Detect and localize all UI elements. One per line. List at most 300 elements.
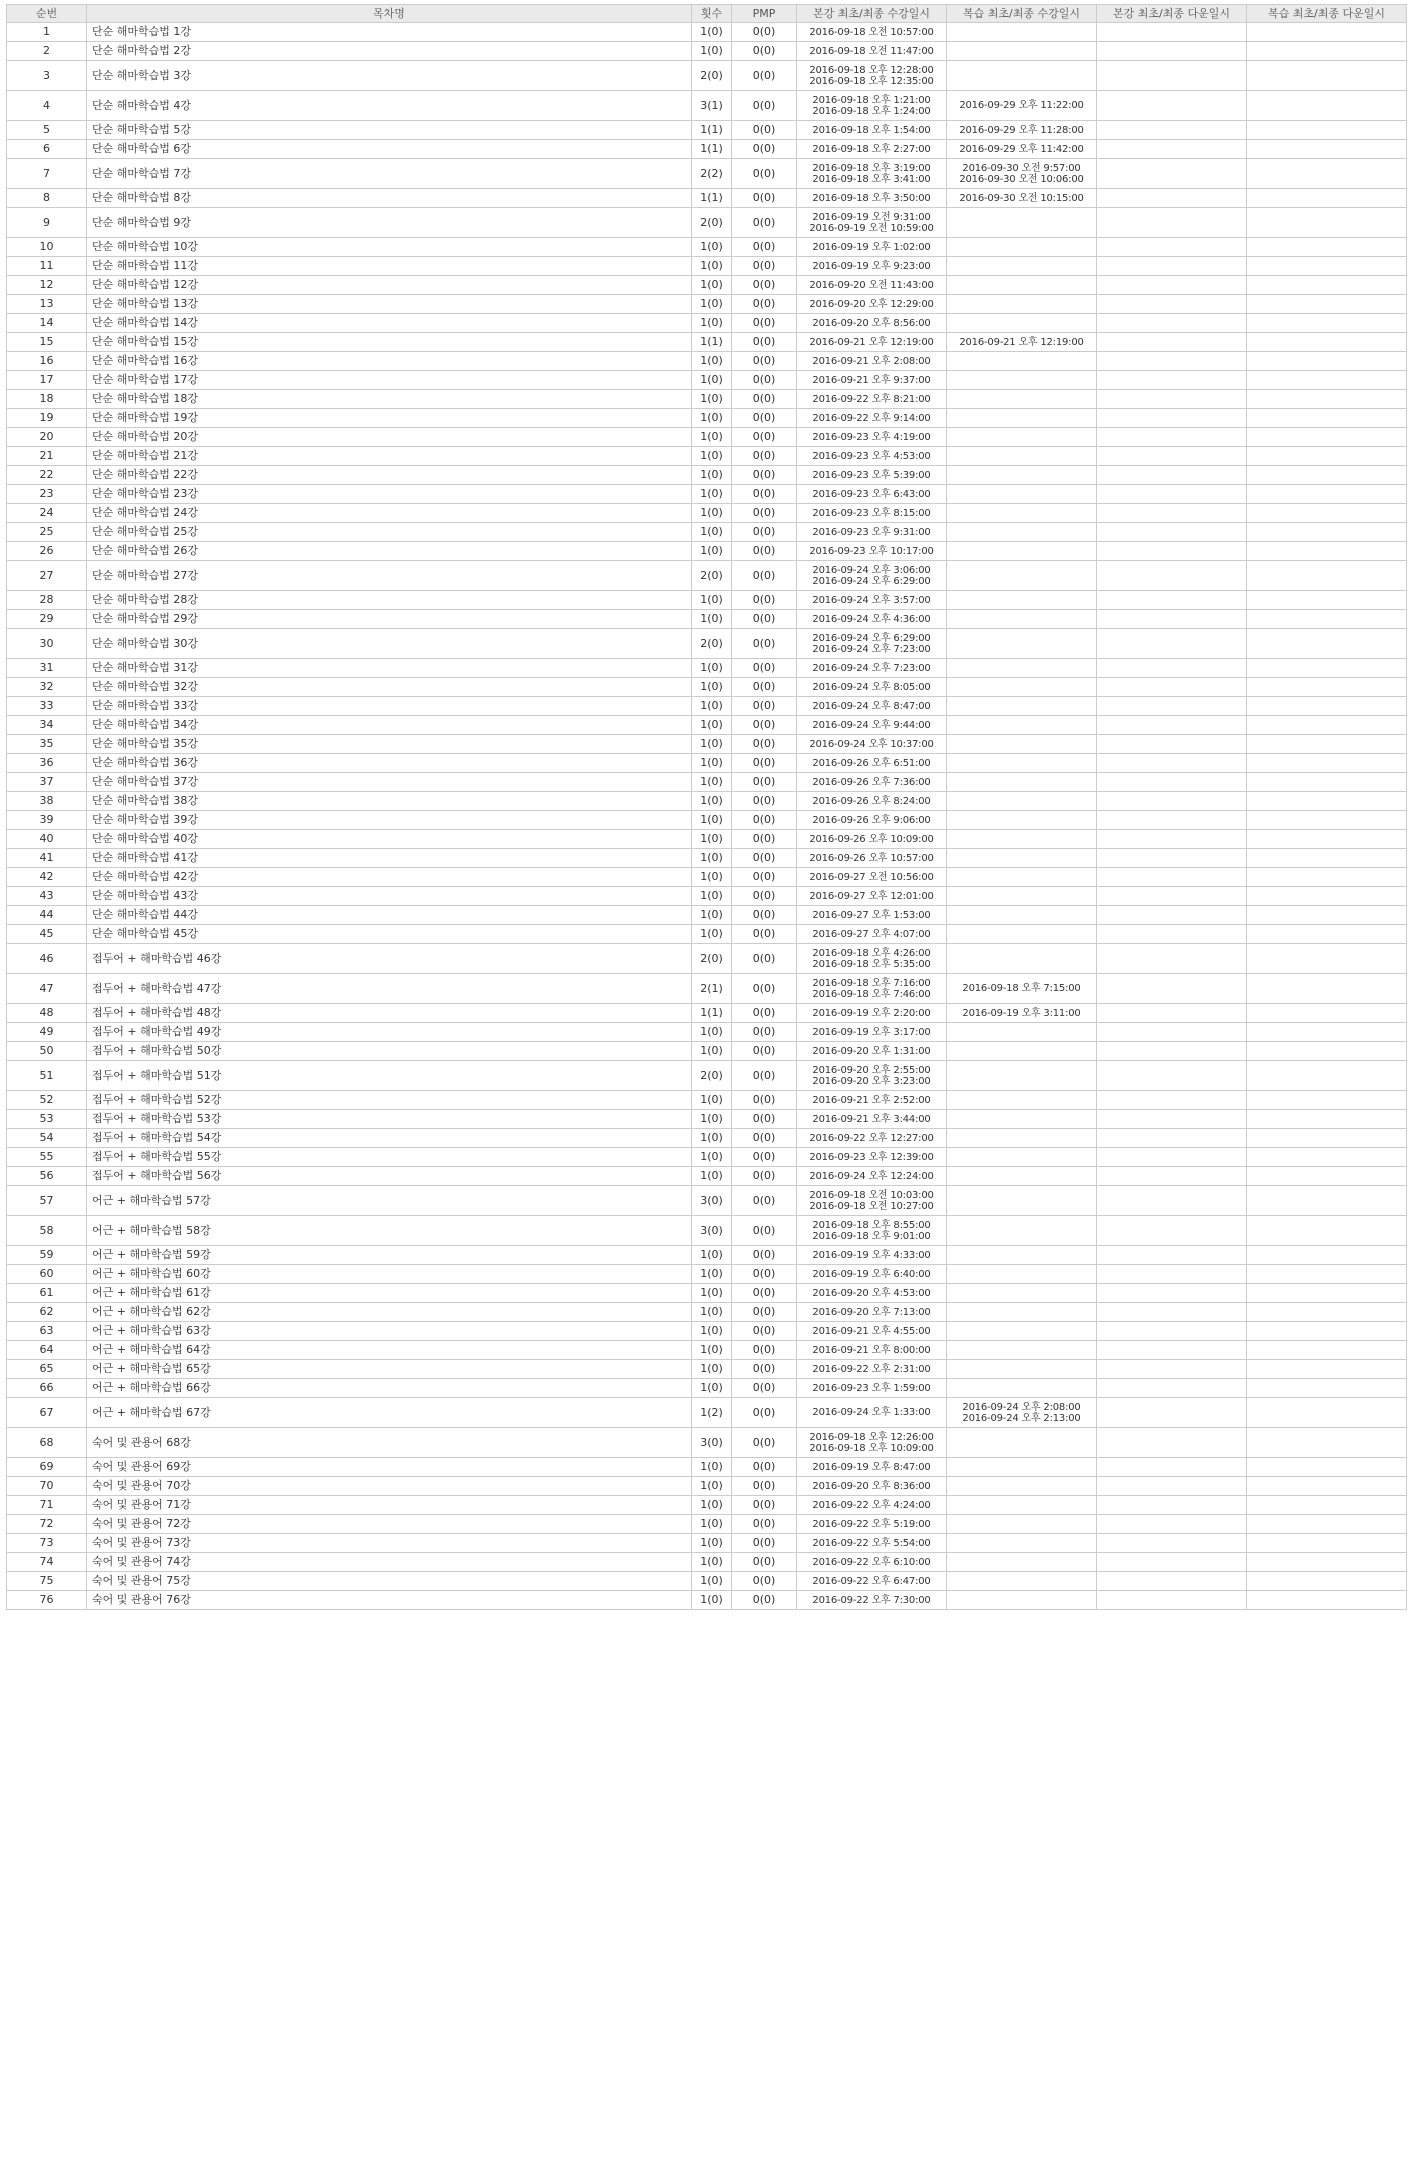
- row-no: 68: [7, 1428, 87, 1458]
- row-main-watch: [797, 716, 947, 735]
- date-value: 2016-09-21 오후 12:19:00: [959, 336, 1084, 348]
- row-pmp: 0(0): [732, 523, 797, 542]
- row-pmp: 0(0): [732, 1110, 797, 1129]
- row-review-download: [1247, 697, 1407, 716]
- table-row: [7, 1322, 1407, 1341]
- row-review-download: [1247, 735, 1407, 754]
- date-value: 2016-09-24 오후 3:57:00: [812, 594, 931, 606]
- row-pmp: 0(0): [732, 1515, 797, 1534]
- row-no: 2: [7, 42, 87, 61]
- row-pmp: 0(0): [732, 716, 797, 735]
- table-row: [7, 811, 1407, 830]
- row-main-download: [1097, 1246, 1247, 1265]
- row-count: 1(0): [692, 1379, 732, 1398]
- row-main-watch: [797, 1341, 947, 1360]
- table-row: [7, 208, 1407, 238]
- row-count: 1(0): [692, 868, 732, 887]
- row-main-watch: [797, 735, 947, 754]
- row-main-watch: [797, 1023, 947, 1042]
- row-review-watch: [947, 91, 1097, 121]
- date-value: 2016-09-26 오후 9:06:00: [812, 814, 931, 826]
- row-no: 4: [7, 91, 87, 121]
- row-main-download: [1097, 1477, 1247, 1496]
- row-review-download: [1247, 238, 1407, 257]
- row-no: 15: [7, 333, 87, 352]
- table-row: [7, 1379, 1407, 1398]
- row-main-download: [1097, 849, 1247, 868]
- row-review-download: [1247, 1515, 1407, 1534]
- row-review-download: [1247, 830, 1407, 849]
- row-count: 1(0): [692, 1534, 732, 1553]
- row-no: 52: [7, 1091, 87, 1110]
- row-main-download: [1097, 1322, 1247, 1341]
- row-no: 30: [7, 629, 87, 659]
- row-review-watch: [947, 1515, 1097, 1534]
- row-main-watch: [797, 1061, 947, 1091]
- row-review-watch: [947, 974, 1097, 1004]
- row-main-download: [1097, 333, 1247, 352]
- date-value: 2016-09-26 오후 7:36:00: [812, 776, 931, 788]
- row-review-watch: [947, 1477, 1097, 1496]
- row-title: 어근 + 해마학습법 59강: [87, 1246, 692, 1265]
- table-body: [7, 23, 1407, 1610]
- row-pmp: 0(0): [732, 428, 797, 447]
- row-main-download: [1097, 42, 1247, 61]
- row-main-watch: [797, 1428, 947, 1458]
- table-row: [7, 849, 1407, 868]
- row-main-download: [1097, 447, 1247, 466]
- row-main-download: [1097, 610, 1247, 629]
- row-no: 62: [7, 1303, 87, 1322]
- date-value: 2016-09-26 오후 6:51:00: [812, 757, 931, 769]
- date-value: 2016-09-18 오전 10:27:00: [809, 1200, 934, 1212]
- row-count: 1(0): [692, 352, 732, 371]
- row-review-download: [1247, 295, 1407, 314]
- row-pmp: 0(0): [732, 925, 797, 944]
- row-title: 단순 해마학습법 14강: [87, 314, 692, 333]
- row-main-watch: [797, 121, 947, 140]
- row-main-download: [1097, 276, 1247, 295]
- table-row: [7, 1216, 1407, 1246]
- row-review-download: [1247, 1591, 1407, 1610]
- row-review-watch: [947, 1246, 1097, 1265]
- row-title: 어근 + 해마학습법 66강: [87, 1379, 692, 1398]
- row-title: 단순 해마학습법 41강: [87, 849, 692, 868]
- date-value: 2016-09-18 오후 3:50:00: [812, 192, 931, 204]
- table-row: [7, 140, 1407, 159]
- row-title: 단순 해마학습법 22강: [87, 466, 692, 485]
- row-pmp: 0(0): [732, 1148, 797, 1167]
- row-review-watch: [947, 485, 1097, 504]
- table-row: [7, 42, 1407, 61]
- date-value: 2016-09-20 오후 7:13:00: [812, 1306, 931, 1318]
- row-review-download: [1247, 1553, 1407, 1572]
- row-review-download: [1247, 906, 1407, 925]
- date-value: 2016-09-30 오전 10:15:00: [959, 192, 1084, 204]
- row-review-watch: [947, 447, 1097, 466]
- row-review-download: [1247, 1341, 1407, 1360]
- row-review-download: [1247, 561, 1407, 591]
- row-no: 74: [7, 1553, 87, 1572]
- row-title: 숙어 및 관용어 69강: [87, 1458, 692, 1477]
- row-no: 43: [7, 887, 87, 906]
- row-review-download: [1247, 1148, 1407, 1167]
- row-main-download: [1097, 1572, 1247, 1591]
- row-title: 단순 해마학습법 27강: [87, 561, 692, 591]
- table-row: [7, 91, 1407, 121]
- date-value: 2016-09-22 오후 6:10:00: [812, 1556, 931, 1568]
- row-title: 숙어 및 관용어 72강: [87, 1515, 692, 1534]
- row-review-watch: [947, 659, 1097, 678]
- row-no: 3: [7, 61, 87, 91]
- row-count: 1(0): [692, 887, 732, 906]
- row-review-download: [1247, 1534, 1407, 1553]
- row-main-watch: [797, 1591, 947, 1610]
- row-main-download: [1097, 390, 1247, 409]
- row-title: 단순 해마학습법 7강: [87, 159, 692, 189]
- row-count: 3(1): [692, 91, 732, 121]
- date-value: 2016-09-18 오후 12:28:00: [809, 64, 934, 76]
- row-count: 1(0): [692, 678, 732, 697]
- table-row: [7, 887, 1407, 906]
- row-count: 1(1): [692, 1004, 732, 1023]
- row-review-watch: [947, 1428, 1097, 1458]
- table-row: [7, 1477, 1407, 1496]
- table-row: [7, 629, 1407, 659]
- row-pmp: 0(0): [732, 504, 797, 523]
- table-row: [7, 868, 1407, 887]
- row-main-download: [1097, 1110, 1247, 1129]
- row-review-download: [1247, 1265, 1407, 1284]
- row-main-download: [1097, 314, 1247, 333]
- row-count: 1(0): [692, 735, 732, 754]
- row-main-download: [1097, 1265, 1247, 1284]
- row-review-watch: [947, 159, 1097, 189]
- row-pmp: 0(0): [732, 1379, 797, 1398]
- row-main-download: [1097, 629, 1247, 659]
- row-count: 1(0): [692, 925, 732, 944]
- row-no: 17: [7, 371, 87, 390]
- row-review-download: [1247, 140, 1407, 159]
- row-count: 1(0): [692, 697, 732, 716]
- row-title: 단순 해마학습법 26강: [87, 542, 692, 561]
- row-count: 1(1): [692, 121, 732, 140]
- row-review-download: [1247, 811, 1407, 830]
- row-review-watch: [947, 1591, 1097, 1610]
- row-count: 1(0): [692, 1458, 732, 1477]
- row-review-download: [1247, 447, 1407, 466]
- row-title: 단순 해마학습법 28강: [87, 591, 692, 610]
- row-pmp: 0(0): [732, 61, 797, 91]
- date-value: 2016-09-24 오후 10:37:00: [809, 738, 934, 750]
- row-main-watch: [797, 773, 947, 792]
- row-main-watch: [797, 159, 947, 189]
- row-title: 접두어 + 해마학습법 55강: [87, 1148, 692, 1167]
- row-no: 21: [7, 447, 87, 466]
- row-review-watch: [947, 754, 1097, 773]
- table-row: [7, 1265, 1407, 1284]
- header-pmp: PMP: [732, 5, 797, 23]
- row-review-download: [1247, 208, 1407, 238]
- row-count: 2(1): [692, 974, 732, 1004]
- row-pmp: 0(0): [732, 447, 797, 466]
- row-pmp: 0(0): [732, 830, 797, 849]
- row-main-download: [1097, 1553, 1247, 1572]
- row-no: 64: [7, 1341, 87, 1360]
- table-row: [7, 561, 1407, 591]
- row-review-download: [1247, 868, 1407, 887]
- row-count: 2(0): [692, 61, 732, 91]
- row-main-download: [1097, 1360, 1247, 1379]
- row-pmp: 0(0): [732, 42, 797, 61]
- row-main-watch: [797, 1110, 947, 1129]
- row-title: 단순 해마학습법 44강: [87, 906, 692, 925]
- date-value: 2016-09-26 오후 8:24:00: [812, 795, 931, 807]
- row-review-download: [1247, 1458, 1407, 1477]
- row-no: 65: [7, 1360, 87, 1379]
- row-review-download: [1247, 1477, 1407, 1496]
- row-review-watch: [947, 276, 1097, 295]
- row-review-watch: [947, 295, 1097, 314]
- row-review-download: [1247, 659, 1407, 678]
- row-pmp: 0(0): [732, 754, 797, 773]
- date-value: 2016-09-24 오후 6:29:00: [812, 575, 931, 587]
- row-pmp: 0(0): [732, 333, 797, 352]
- row-main-download: [1097, 1284, 1247, 1303]
- row-review-watch: [947, 428, 1097, 447]
- table-row: [7, 276, 1407, 295]
- row-count: 1(0): [692, 1515, 732, 1534]
- row-review-watch: [947, 1042, 1097, 1061]
- row-count: 2(0): [692, 561, 732, 591]
- row-review-watch: [947, 1148, 1097, 1167]
- row-no: 32: [7, 678, 87, 697]
- row-main-download: [1097, 659, 1247, 678]
- date-value: 2016-09-18 오후 1:21:00: [812, 94, 931, 106]
- table-row: [7, 773, 1407, 792]
- table-row: [7, 409, 1407, 428]
- row-count: 1(0): [692, 1341, 732, 1360]
- date-value: 2016-09-29 오후 11:28:00: [959, 124, 1084, 136]
- date-value: 2016-09-23 오후 9:31:00: [812, 526, 931, 538]
- row-count: 1(0): [692, 542, 732, 561]
- row-pmp: 0(0): [732, 1061, 797, 1091]
- row-main-download: [1097, 1004, 1247, 1023]
- row-review-watch: [947, 466, 1097, 485]
- date-value: 2016-09-23 오후 4:53:00: [812, 450, 931, 462]
- row-no: 76: [7, 1591, 87, 1610]
- header-main-download: 본강 최초/최종 다운일시: [1097, 5, 1247, 23]
- row-count: 1(0): [692, 1167, 732, 1186]
- row-pmp: 0(0): [732, 1216, 797, 1246]
- date-value: 2016-09-22 오후 4:24:00: [812, 1499, 931, 1511]
- row-review-download: [1247, 91, 1407, 121]
- row-review-download: [1247, 1167, 1407, 1186]
- row-review-watch: [947, 1303, 1097, 1322]
- row-review-watch: [947, 1360, 1097, 1379]
- lecture-history-container: [6, 4, 1406, 1610]
- row-main-watch: [797, 561, 947, 591]
- row-pmp: 0(0): [732, 1186, 797, 1216]
- row-no: 49: [7, 1023, 87, 1042]
- row-review-watch: [947, 944, 1097, 974]
- row-count: 1(1): [692, 333, 732, 352]
- row-review-download: [1247, 1129, 1407, 1148]
- row-pmp: 0(0): [732, 697, 797, 716]
- row-title: 어근 + 해마학습법 62강: [87, 1303, 692, 1322]
- table-row: [7, 1515, 1407, 1534]
- row-no: 59: [7, 1246, 87, 1265]
- table-row: [7, 716, 1407, 735]
- table-row: [7, 542, 1407, 561]
- table-row: [7, 238, 1407, 257]
- row-title: 단순 해마학습법 11강: [87, 257, 692, 276]
- row-no: 50: [7, 1042, 87, 1061]
- row-no: 6: [7, 140, 87, 159]
- row-no: 9: [7, 208, 87, 238]
- row-review-download: [1247, 23, 1407, 42]
- row-main-download: [1097, 91, 1247, 121]
- row-main-watch: [797, 591, 947, 610]
- row-review-watch: [947, 925, 1097, 944]
- row-review-download: [1247, 849, 1407, 868]
- row-title: 단순 해마학습법 13강: [87, 295, 692, 314]
- date-value: 2016-09-23 오후 10:17:00: [809, 545, 934, 557]
- row-review-download: [1247, 257, 1407, 276]
- row-main-download: [1097, 1515, 1247, 1534]
- row-review-watch: [947, 1110, 1097, 1129]
- table-row: [7, 1553, 1407, 1572]
- date-value: 2016-09-21 오후 9:37:00: [812, 374, 931, 386]
- row-no: 48: [7, 1004, 87, 1023]
- table-row: [7, 697, 1407, 716]
- row-count: 1(0): [692, 485, 732, 504]
- header-main-watch: 본강 최초/최종 수강일시: [797, 5, 947, 23]
- date-value: 2016-09-24 오후 7:23:00: [812, 643, 931, 655]
- row-count: 1(0): [692, 447, 732, 466]
- row-no: 73: [7, 1534, 87, 1553]
- table-row: [7, 735, 1407, 754]
- row-title: 접두어 + 해마학습법 47강: [87, 974, 692, 1004]
- row-review-download: [1247, 1110, 1407, 1129]
- row-review-watch: [947, 716, 1097, 735]
- date-value: 2016-09-22 오후 7:30:00: [812, 1594, 931, 1606]
- row-main-download: [1097, 409, 1247, 428]
- date-value: 2016-09-24 오후 1:33:00: [812, 1407, 931, 1418]
- row-no: 31: [7, 659, 87, 678]
- row-pmp: 0(0): [732, 629, 797, 659]
- date-value: 2016-09-18 오전 10:03:00: [809, 1189, 934, 1201]
- row-review-watch: [947, 542, 1097, 561]
- row-review-download: [1247, 390, 1407, 409]
- row-main-watch: [797, 23, 947, 42]
- row-no: 23: [7, 485, 87, 504]
- row-no: 69: [7, 1458, 87, 1477]
- row-main-watch: [797, 1129, 947, 1148]
- row-no: 41: [7, 849, 87, 868]
- row-no: 27: [7, 561, 87, 591]
- row-review-download: [1247, 716, 1407, 735]
- date-value: 2016-09-18 오후 8:55:00: [812, 1219, 931, 1231]
- row-main-watch: [797, 944, 947, 974]
- row-pmp: 0(0): [732, 1458, 797, 1477]
- row-title: 숙어 및 관용어 73강: [87, 1534, 692, 1553]
- row-review-download: [1247, 314, 1407, 333]
- table-row: [7, 352, 1407, 371]
- row-main-download: [1097, 523, 1247, 542]
- row-count: 2(2): [692, 159, 732, 189]
- date-value: 2016-09-18 오후 4:26:00: [812, 947, 931, 959]
- row-review-download: [1247, 189, 1407, 208]
- row-main-download: [1097, 773, 1247, 792]
- row-pmp: 0(0): [732, 1428, 797, 1458]
- row-count: 1(0): [692, 1553, 732, 1572]
- row-no: 61: [7, 1284, 87, 1303]
- row-review-watch: [947, 1129, 1097, 1148]
- row-no: 28: [7, 591, 87, 610]
- row-main-download: [1097, 295, 1247, 314]
- row-review-download: [1247, 1042, 1407, 1061]
- row-main-watch: [797, 849, 947, 868]
- row-title: 단순 해마학습법 35강: [87, 735, 692, 754]
- date-value: 2016-09-22 오후 6:47:00: [812, 1575, 931, 1587]
- row-title: 단순 해마학습법 38강: [87, 792, 692, 811]
- row-review-watch: [947, 409, 1097, 428]
- row-main-download: [1097, 792, 1247, 811]
- row-main-watch: [797, 1303, 947, 1322]
- row-pmp: 0(0): [732, 792, 797, 811]
- row-review-download: [1247, 629, 1407, 659]
- row-no: 36: [7, 754, 87, 773]
- date-value: 2016-09-21 오후 2:52:00: [812, 1094, 931, 1106]
- table-row: [7, 1091, 1407, 1110]
- row-main-watch: [797, 1477, 947, 1496]
- row-count: 3(0): [692, 1186, 732, 1216]
- row-pmp: 0(0): [732, 1004, 797, 1023]
- row-count: 2(0): [692, 1061, 732, 1091]
- row-pmp: 0(0): [732, 1477, 797, 1496]
- row-count: 1(0): [692, 390, 732, 409]
- row-count: 1(0): [692, 523, 732, 542]
- row-title: 단순 해마학습법 33강: [87, 697, 692, 716]
- date-value: 2016-09-21 오후 4:55:00: [812, 1325, 931, 1337]
- row-review-watch: [947, 610, 1097, 629]
- date-value: 2016-09-24 오후 8:47:00: [812, 700, 931, 712]
- row-review-watch: [947, 1265, 1097, 1284]
- row-review-watch: [947, 1553, 1097, 1572]
- row-review-download: [1247, 352, 1407, 371]
- row-review-watch: [947, 352, 1097, 371]
- row-main-download: [1097, 1341, 1247, 1360]
- row-main-watch: [797, 697, 947, 716]
- table-row: [7, 1129, 1407, 1148]
- table-row: [7, 1496, 1407, 1515]
- row-pmp: 0(0): [732, 1553, 797, 1572]
- table-row: [7, 1186, 1407, 1216]
- date-value: 2016-09-24 오후 4:36:00: [812, 613, 931, 625]
- row-count: 1(0): [692, 23, 732, 42]
- row-main-download: [1097, 1458, 1247, 1477]
- row-count: 1(0): [692, 830, 732, 849]
- date-value: 2016-09-24 오후 6:29:00: [812, 632, 931, 644]
- row-main-watch: [797, 485, 947, 504]
- date-value: 2016-09-18 오후 7:15:00: [962, 983, 1081, 994]
- row-main-watch: [797, 868, 947, 887]
- row-count: 1(0): [692, 1129, 732, 1148]
- row-title: 단순 해마학습법 10강: [87, 238, 692, 257]
- table-row: [7, 1023, 1407, 1042]
- date-value: 2016-09-19 오후 8:47:00: [812, 1461, 931, 1473]
